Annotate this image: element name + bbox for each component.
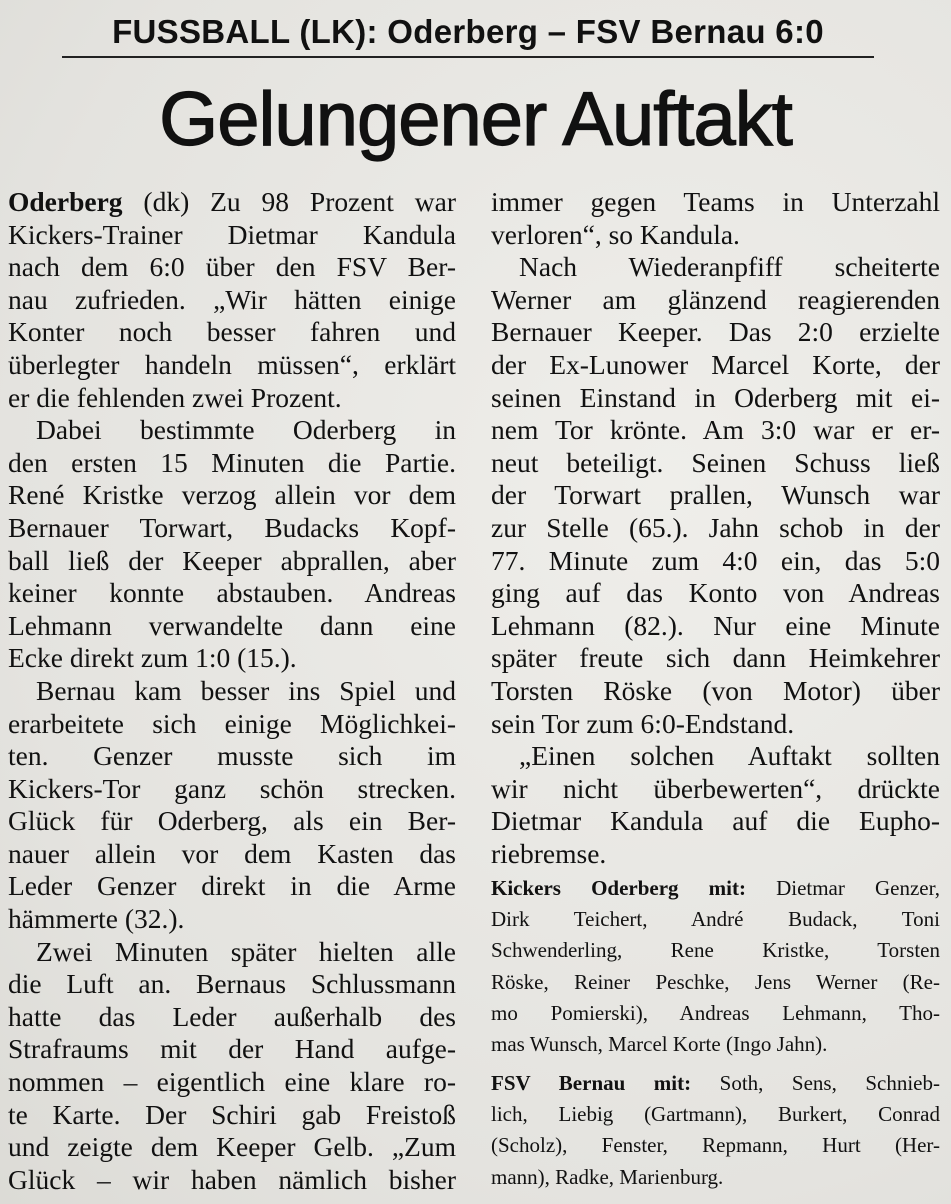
text-line: nau zufrieden. „Wir hätten einige — [8, 283, 456, 315]
text-line: überlegter handeln müssen“, erklärt — [8, 348, 456, 380]
text-segment: Dietmar Genzer, — [745, 876, 940, 900]
lineup-away-label: FSV Bernau mit: — [491, 1071, 692, 1095]
text-line: Dabei bestimmte Oderberg in — [36, 414, 456, 446]
text-line: er die fehlenden zwei Prozent. — [8, 381, 342, 413]
article-column-left — [8, 186, 456, 1196]
text-line: nem Tor krönte. Am 3:0 war er er- — [491, 414, 940, 446]
text-line — [8, 186, 456, 219]
text-line: den ersten 15 Minuten die Partie. — [8, 446, 456, 478]
text-line: hämmerte (32.). — [8, 903, 185, 935]
text-line: Konter noch besser fahren und — [8, 316, 456, 348]
text-line: ball ließ der Keeper abprallen, aber — [8, 544, 456, 576]
text-line: später freute sich dann Heimkehrer — [491, 642, 940, 674]
article-headline: Gelungener Auftakt — [159, 77, 792, 162]
text-line: Schwenderling, Rene Kristke, Torsten — [491, 938, 940, 963]
text-line: immer gegen Teams in Unterzahl — [491, 186, 940, 217]
text-line: Kickers-Trainer Dietmar Kandula — [8, 218, 456, 250]
text-line: Bernauer Torwart, Budacks Kopf- — [8, 511, 456, 543]
text-segment: Soth, Sens, Schnieb- — [691, 1071, 940, 1095]
text-line: verloren“, so Kandula. — [491, 218, 740, 250]
text-line: Bernauer Keeper. Das 2:0 erzielte — [491, 316, 940, 348]
text-line: (Scholz), Fenster, Repmann, Hurt (Her- — [491, 1133, 940, 1158]
text-line: mann), Radke, Marienburg. — [491, 1164, 724, 1189]
text-line: der Torwart prallen, Wunsch war — [491, 479, 940, 511]
text-line: te Karte. Der Schiri gab Freistoß — [8, 1098, 456, 1130]
text-line — [491, 873, 940, 904]
text-line: erarbeitete sich einige Möglichkei- — [8, 707, 456, 739]
text-line: ten. Genzer musste sich im — [8, 740, 456, 772]
text-line: seinen Einstand in Oderberg mit ei- — [491, 381, 940, 413]
text-line — [491, 1068, 940, 1099]
kicker-rule — [62, 56, 874, 58]
text-line: nommen – eigentlich eine klare ro- — [8, 1066, 456, 1098]
text-line: wir nicht überbewerten“, drückte — [491, 772, 940, 804]
text-line: sein Tor zum 6:0-Endstand. — [491, 707, 795, 739]
text-line: mo Pomierski), Andreas Lehmann, Tho- — [491, 1000, 940, 1025]
text-line: 77. Minute zum 4:0 ein, das 5:0 — [491, 544, 940, 576]
text-line: Lehmann (82.). Nur eine Minute — [491, 609, 940, 641]
text-line: ging auf das Konto von Andreas — [491, 577, 940, 609]
text-line: Strafraums mit der Hand aufge- — [8, 1033, 456, 1065]
text-line: „Einen solchen Auftakt sollten — [519, 740, 940, 772]
text-line: zur Stelle (65.). Jahn schob in der — [491, 511, 940, 543]
text-line: nauer allein vor dem Kasten das — [8, 837, 456, 869]
text-line: Zwei Minuten später hielten alle — [36, 935, 456, 967]
text-line: lich, Liebig (Gartmann), Burkert, Conrad — [491, 1102, 940, 1127]
text-line: mas Wunsch, Marcel Korte (Ingo Jahn). — [491, 1032, 828, 1057]
text-line: die Luft an. Bernaus Schlussmann — [8, 968, 456, 1000]
text-segment: (dk) Zu 98 Prozent war — [122, 186, 456, 217]
text-line: Glück für Oderberg, als ein Ber- — [8, 805, 456, 837]
lineup-home-label: Kickers Oderberg mit: — [491, 876, 746, 900]
text-line: keiner konnte abstauben. Andreas — [8, 577, 456, 609]
text-line: Torsten Röske (von Motor) über — [491, 674, 940, 706]
text-line: Dietmar Kandula auf die Eupho- — [491, 805, 940, 837]
article-kicker: FUSSBALL (LK): Oderberg – FSV Bernau 6:0 — [112, 13, 824, 50]
text-line: nach dem 6:0 über den FSV Ber- — [8, 251, 456, 283]
text-line: Glück – wir haben nämlich bisher — [8, 1163, 456, 1195]
text-line: Werner am glänzend reagierenden — [491, 283, 940, 315]
text-line: neut beteiligt. Seinen Schuss ließ — [491, 446, 940, 478]
text-line: Bernau kam besser ins Spiel und — [36, 674, 456, 706]
lineup-away — [491, 1068, 940, 1193]
text-line: Lehmann verwandelte dann eine — [8, 609, 456, 641]
text-line: der Ex-Lunower Marcel Korte, der — [491, 348, 940, 380]
text-line: Röske, Reiner Peschke, Jens Werner (Re- — [491, 969, 940, 994]
text-line: Kickers-Tor ganz schön strecken. — [8, 772, 456, 804]
text-line: Nach Wiederanpfiff scheiterte — [519, 251, 940, 283]
text-line: riebremse. — [491, 837, 607, 869]
text-line: Leder Genzer direkt in die Arme — [8, 870, 456, 902]
text-line: René Kristke verzog allein vor dem — [8, 479, 456, 511]
lineup-home — [491, 873, 940, 1060]
text-line: und zeigte dem Keeper Gelb. „Zum — [8, 1131, 456, 1163]
text-line: Ecke direkt zum 1:0 (15.). — [8, 642, 297, 674]
text-line: hatte das Leder außerhalb des — [8, 1000, 456, 1032]
article-column-right — [491, 186, 940, 870]
dateline: Oderberg — [8, 186, 123, 217]
text-line: Dirk Teichert, André Budack, Toni — [491, 907, 940, 932]
